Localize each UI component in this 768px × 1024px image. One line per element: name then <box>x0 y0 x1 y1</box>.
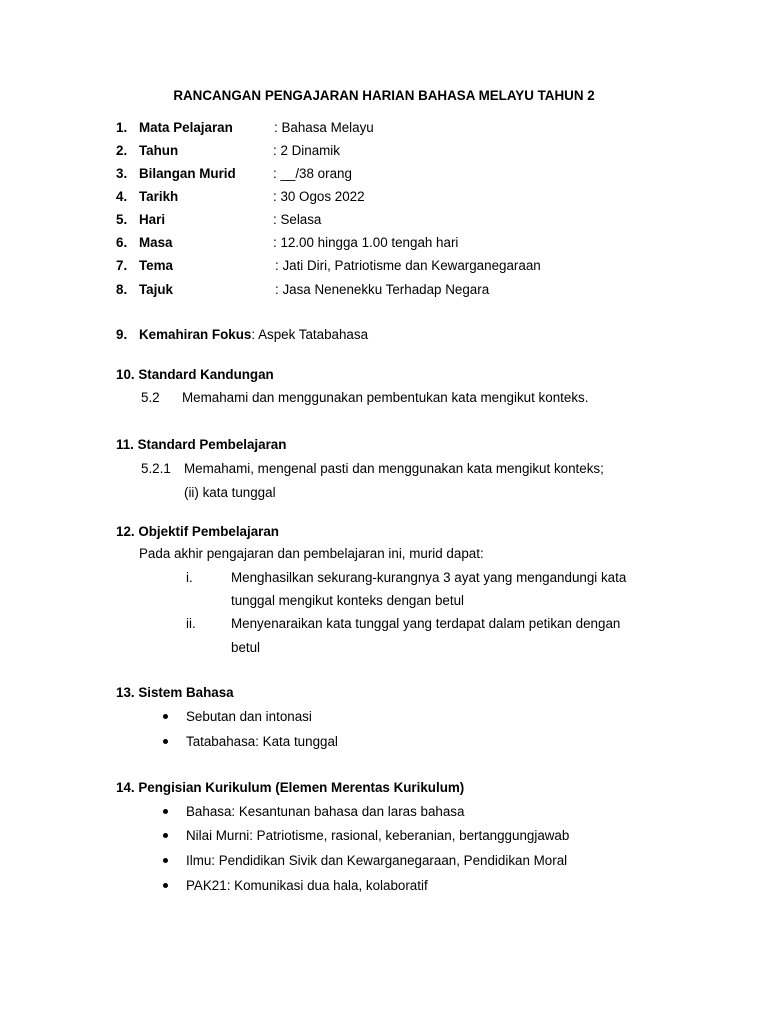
info-number: 6. <box>116 235 128 250</box>
objective-marker: i. <box>186 570 193 585</box>
info-value: : Bahasa Melayu <box>274 120 374 135</box>
standard-code: 5.2 <box>141 390 160 405</box>
info-value: : 30 Ogos 2022 <box>273 189 365 204</box>
info-value: : 12.00 hingga 1.00 tengah hari <box>273 235 459 250</box>
list-item: Nilai Murni: Patriotisme, rasional, keberanian, bertanggungjawab <box>186 828 570 843</box>
objective-text: betul <box>231 640 261 655</box>
section-label: Kemahiran Fokus <box>139 327 252 342</box>
list-item: PAK21: Komunikasi dua hala, kolaboratif <box>186 878 428 893</box>
info-number: 8. <box>116 282 128 297</box>
info-value: : Selasa <box>273 212 322 227</box>
page-title: RANCANGAN PENGAJARAN HARIAN BAHASA MELAYU TAHUN 2 <box>173 88 595 103</box>
objective-text: Menyenaraikan kata tunggal yang terdapat dalam petikan dengan <box>231 616 621 631</box>
info-label: Masa <box>139 235 173 250</box>
standard-text: Memahami, mengenal pasti dan menggunakan kata mengikut konteks; <box>184 461 604 476</box>
bullet-icon <box>163 739 168 744</box>
info-number: 1. <box>116 120 128 135</box>
section-heading: 14. Pengisian Kurikulum (Elemen Merentas Kurikulum) <box>116 780 465 795</box>
bullet-icon <box>163 714 168 719</box>
info-label: Tajuk <box>139 282 173 297</box>
info-value: : Jasa Nenenekku Terhadap Negara <box>275 282 490 297</box>
section-heading: 10. Standard Kandungan <box>116 367 274 382</box>
info-number: 5. <box>116 212 128 227</box>
info-label: Tema <box>139 258 173 273</box>
info-number: 3. <box>116 166 128 181</box>
info-value: : Jati Diri, Patriotisme dan Kewarganegaraan <box>275 258 541 273</box>
bullet-icon <box>163 809 168 814</box>
info-number: 2. <box>116 143 128 158</box>
section-line <box>139 327 368 343</box>
section-heading: 13. Sistem Bahasa <box>116 685 234 700</box>
objective-text: tunggal mengikut konteks dengan betul <box>231 593 465 608</box>
bullet-icon <box>163 883 168 888</box>
section-heading: 12. Objektif Pembelajaran <box>116 524 279 539</box>
section-value: : Aspek Tatabahasa <box>251 327 369 342</box>
info-value: : 2 Dinamik <box>273 143 340 158</box>
info-label: Tarikh <box>139 189 179 204</box>
bullet-icon <box>163 833 168 838</box>
info-label: Tahun <box>139 143 179 158</box>
objective-text: Menghasilkan sekurang-kurangnya 3 ayat yang mengandungi kata <box>231 570 627 585</box>
section-number: 9. <box>116 327 128 342</box>
info-number: 4. <box>116 189 128 204</box>
info-label: Hari <box>139 212 166 227</box>
standard-subitem: (ii) kata tunggal <box>184 485 276 500</box>
info-number: 7. <box>116 258 128 273</box>
list-item: Bahasa: Kesantunan bahasa dan laras bahasa <box>186 804 465 819</box>
info-label: Bilangan Murid <box>139 166 236 181</box>
bullet-icon <box>163 858 168 863</box>
objective-marker: ii. <box>186 616 196 631</box>
objective-intro: Pada akhir pengajaran dan pembelajaran ini, murid dapat: <box>139 546 484 561</box>
section-heading: 11. Standard Pembelajaran <box>116 437 287 452</box>
info-label: Mata Pelajaran <box>139 120 233 135</box>
list-item: Ilmu: Pendidikan Sivik dan Kewarganegaraan, Pendidikan Moral <box>186 853 568 868</box>
info-value: : __/38 orang <box>273 166 352 181</box>
list-item: Tatabahasa: Kata tunggal <box>186 734 338 749</box>
standard-code: 5.2.1 <box>141 461 171 476</box>
standard-text: Memahami dan menggunakan pembentukan kata mengikut konteks. <box>182 390 589 405</box>
list-item: Sebutan dan intonasi <box>186 709 312 724</box>
